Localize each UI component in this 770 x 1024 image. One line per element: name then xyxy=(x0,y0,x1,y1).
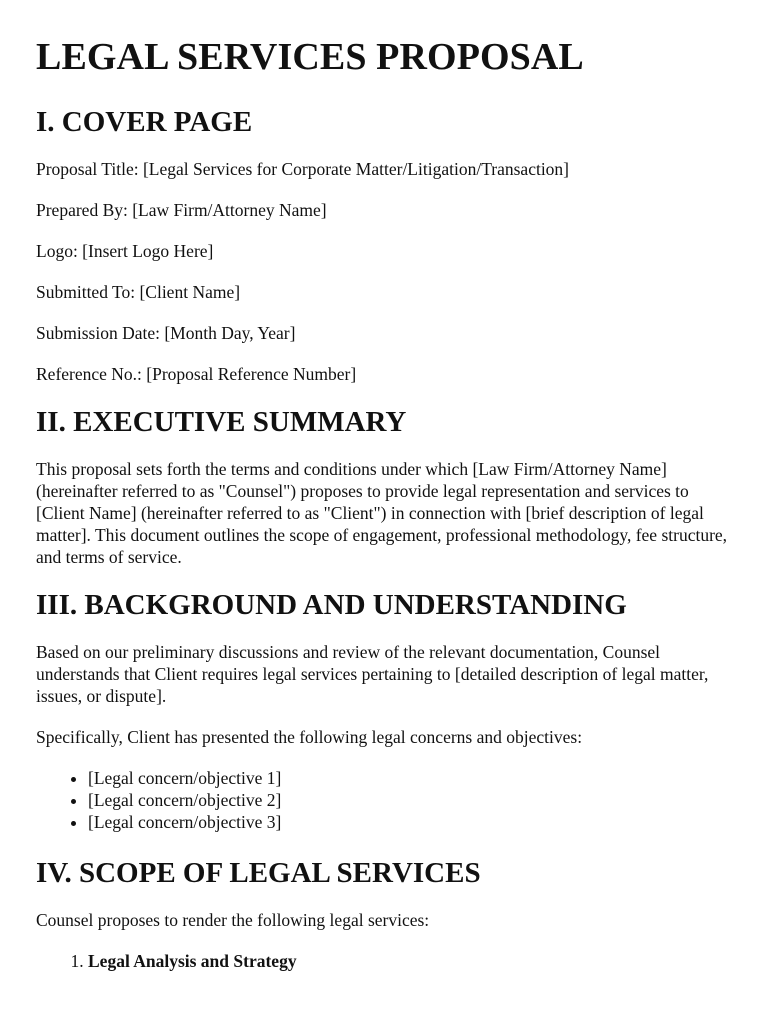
scope-intro: Counsel proposes to render the following legal services: xyxy=(36,910,430,930)
logo-field: Logo: [Insert Logo Here] xyxy=(36,241,214,261)
scope-list xyxy=(36,950,734,972)
cover-page-heading: I. COVER PAGE xyxy=(36,106,253,138)
background-paragraph-1: Based on our preliminary discussions and review of the relevant documentation, Counsel understands that Client requires legal services pertaining to [detailed description of legal matter, issues, or dispute]. xyxy=(36,642,709,706)
background-section xyxy=(36,587,734,833)
background-heading: III. BACKGROUND AND UNDERSTANDING xyxy=(36,589,627,621)
executive-summary-heading: II. EXECUTIVE SUMMARY xyxy=(36,406,407,438)
scope-heading: IV. SCOPE OF LEGAL SERVICES xyxy=(36,857,481,889)
list-item: • [Legal concern/objective 2] xyxy=(88,789,734,811)
legal-concerns-list xyxy=(36,767,734,833)
proposal-title-field: Proposal Title: [Legal Services for Corporate Matter/Litigation/Transaction] xyxy=(36,159,570,179)
list-item: • [Legal concern/objective 1] xyxy=(88,767,734,789)
list-item xyxy=(88,950,734,972)
executive-summary-section xyxy=(36,404,734,568)
document-title: LEGAL SERVICES PROPOSAL xyxy=(36,36,584,78)
list-item: • [Legal concern/objective 3] xyxy=(88,811,734,833)
scope-section xyxy=(36,855,734,972)
background-paragraph-2: Specifically, Client has presented the following legal concerns and objectives: xyxy=(36,727,583,747)
executive-summary-paragraph: This proposal sets forth the terms and conditions under which [Law Firm/Attorney Name] (hereinafter referred to as "Counsel") proposes to provide legal representation and services to [Client Name] (hereinafter referred to as "Client") in connection with [brief description of legal matter]. This document outlines the scope of engagement, professional methodology, fee structure, and terms of service. xyxy=(36,459,728,567)
prepared-by-field: Prepared By: [Law Firm/Attorney Name] xyxy=(36,200,327,220)
submission-date-field: Submission Date: [Month Day, Year] xyxy=(36,323,296,343)
cover-page-section xyxy=(36,104,734,385)
submitted-to-field: Submitted To: [Client Name] xyxy=(36,282,241,302)
reference-number-field: Reference No.: [Proposal Reference Number] xyxy=(36,364,357,384)
scope-item-label: Legal Analysis and Strategy xyxy=(88,951,297,971)
